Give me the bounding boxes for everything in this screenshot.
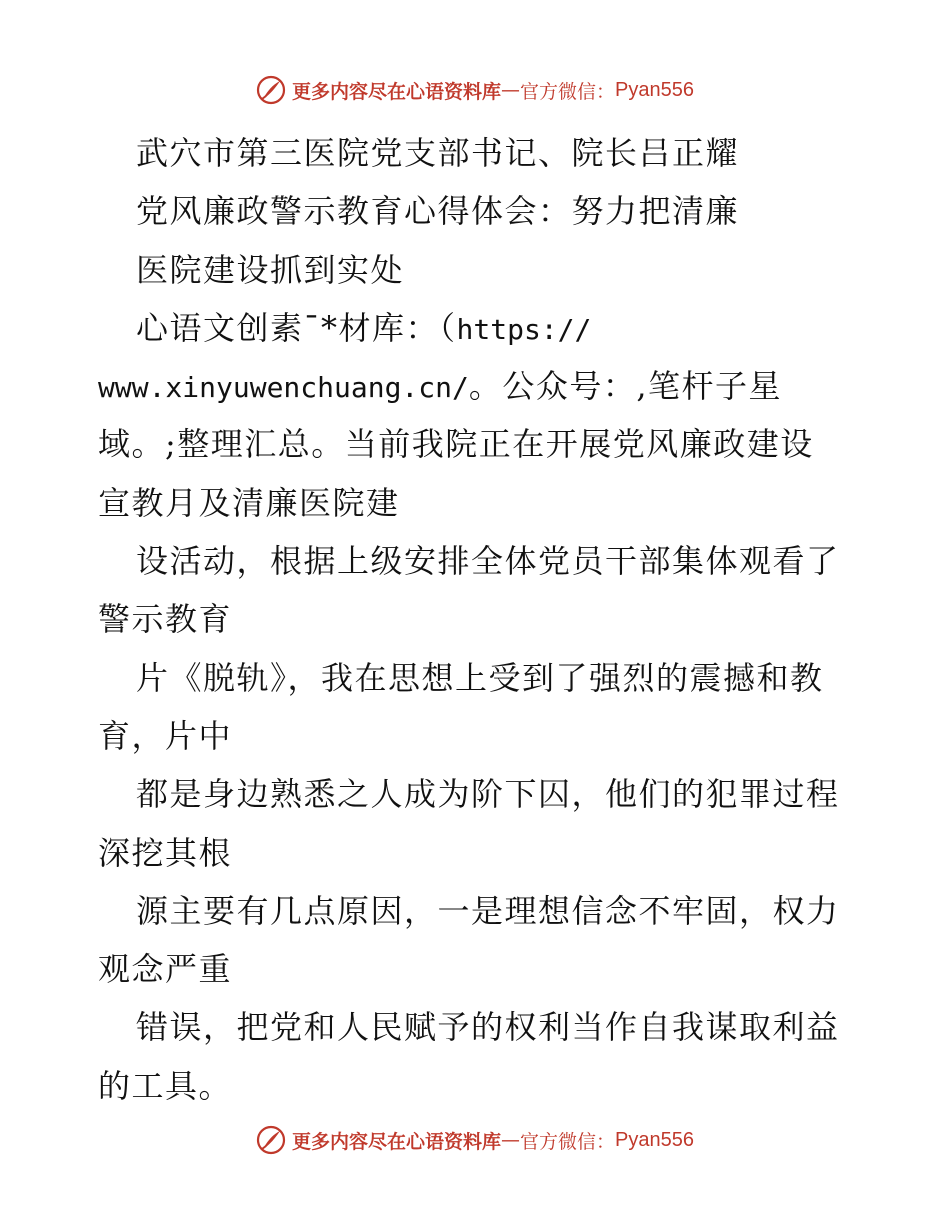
title-line-1: 武穴市第三医院党支部书记、院长吕正耀 — [136, 134, 740, 172]
header-site-text: 更多内容尽在心语资料库 — [292, 80, 502, 103]
footer-wechat-label: 官方微信： — [520, 1130, 616, 1153]
body-line-5: 片《脱轨》，我在思想上受到了强烈的震撼和教 — [136, 658, 824, 697]
source-url-part-2: www.xinyuwenchuang.cn/ — [98, 371, 469, 405]
header-banner — [0, 70, 950, 110]
title-line-3: 医院建设抓到实处 — [136, 250, 405, 289]
header-wechat-label: 官方微信： — [520, 80, 616, 103]
body-line-9: 源主要有几点原因，一是理想信念不牢固，权力 — [136, 891, 840, 930]
source-wechat-text: 。公众号：,笔杆子星 — [468, 367, 783, 406]
footer-site-text: 更多内容尽在心语资料库 — [292, 1130, 502, 1153]
body-line-10: 观念严重 — [98, 950, 233, 989]
body-line-4: 警示教育 — [98, 600, 233, 639]
footer-wechat-id: Pyan556 — [615, 1128, 694, 1151]
body-line-8: 深挖其根 — [98, 833, 233, 872]
source-url-part-1: https:// — [456, 312, 592, 346]
document-body — [98, 124, 868, 1115]
source-line-1 — [98, 299, 868, 357]
quill-pen-icon — [256, 75, 286, 105]
footer-separator: — — [501, 1129, 521, 1151]
footer-banner — [0, 1120, 950, 1160]
body-line-12: 的工具。 — [98, 1066, 233, 1105]
header-wechat-id: Pyan556 — [615, 78, 694, 101]
body-line-1: 域。;整理汇总。当前我院正在开展党风廉政建设 — [98, 425, 814, 464]
body-line-6: 育，片中 — [98, 716, 233, 755]
title-line-2: 党风廉政警示教育心得体会：努力把清廉 — [136, 192, 740, 231]
source-line-2 — [98, 357, 868, 415]
body-line-7: 都是身边熟悉之人成为阶下囚，他们的犯罪过程 — [136, 775, 840, 814]
source-text: 心语文创素¯*材库：（ — [136, 308, 457, 347]
header-separator: — — [501, 79, 521, 101]
quill-pen-icon — [256, 1125, 286, 1155]
body-line-11: 错误，把党和人民赋予的权利当作自我谋取利益 — [136, 1008, 840, 1047]
body-line-3: 设活动，根据上级安排全体党员干部集体观看了 — [136, 542, 840, 581]
body-line-2: 宣教月及清廉医院建 — [98, 483, 400, 522]
